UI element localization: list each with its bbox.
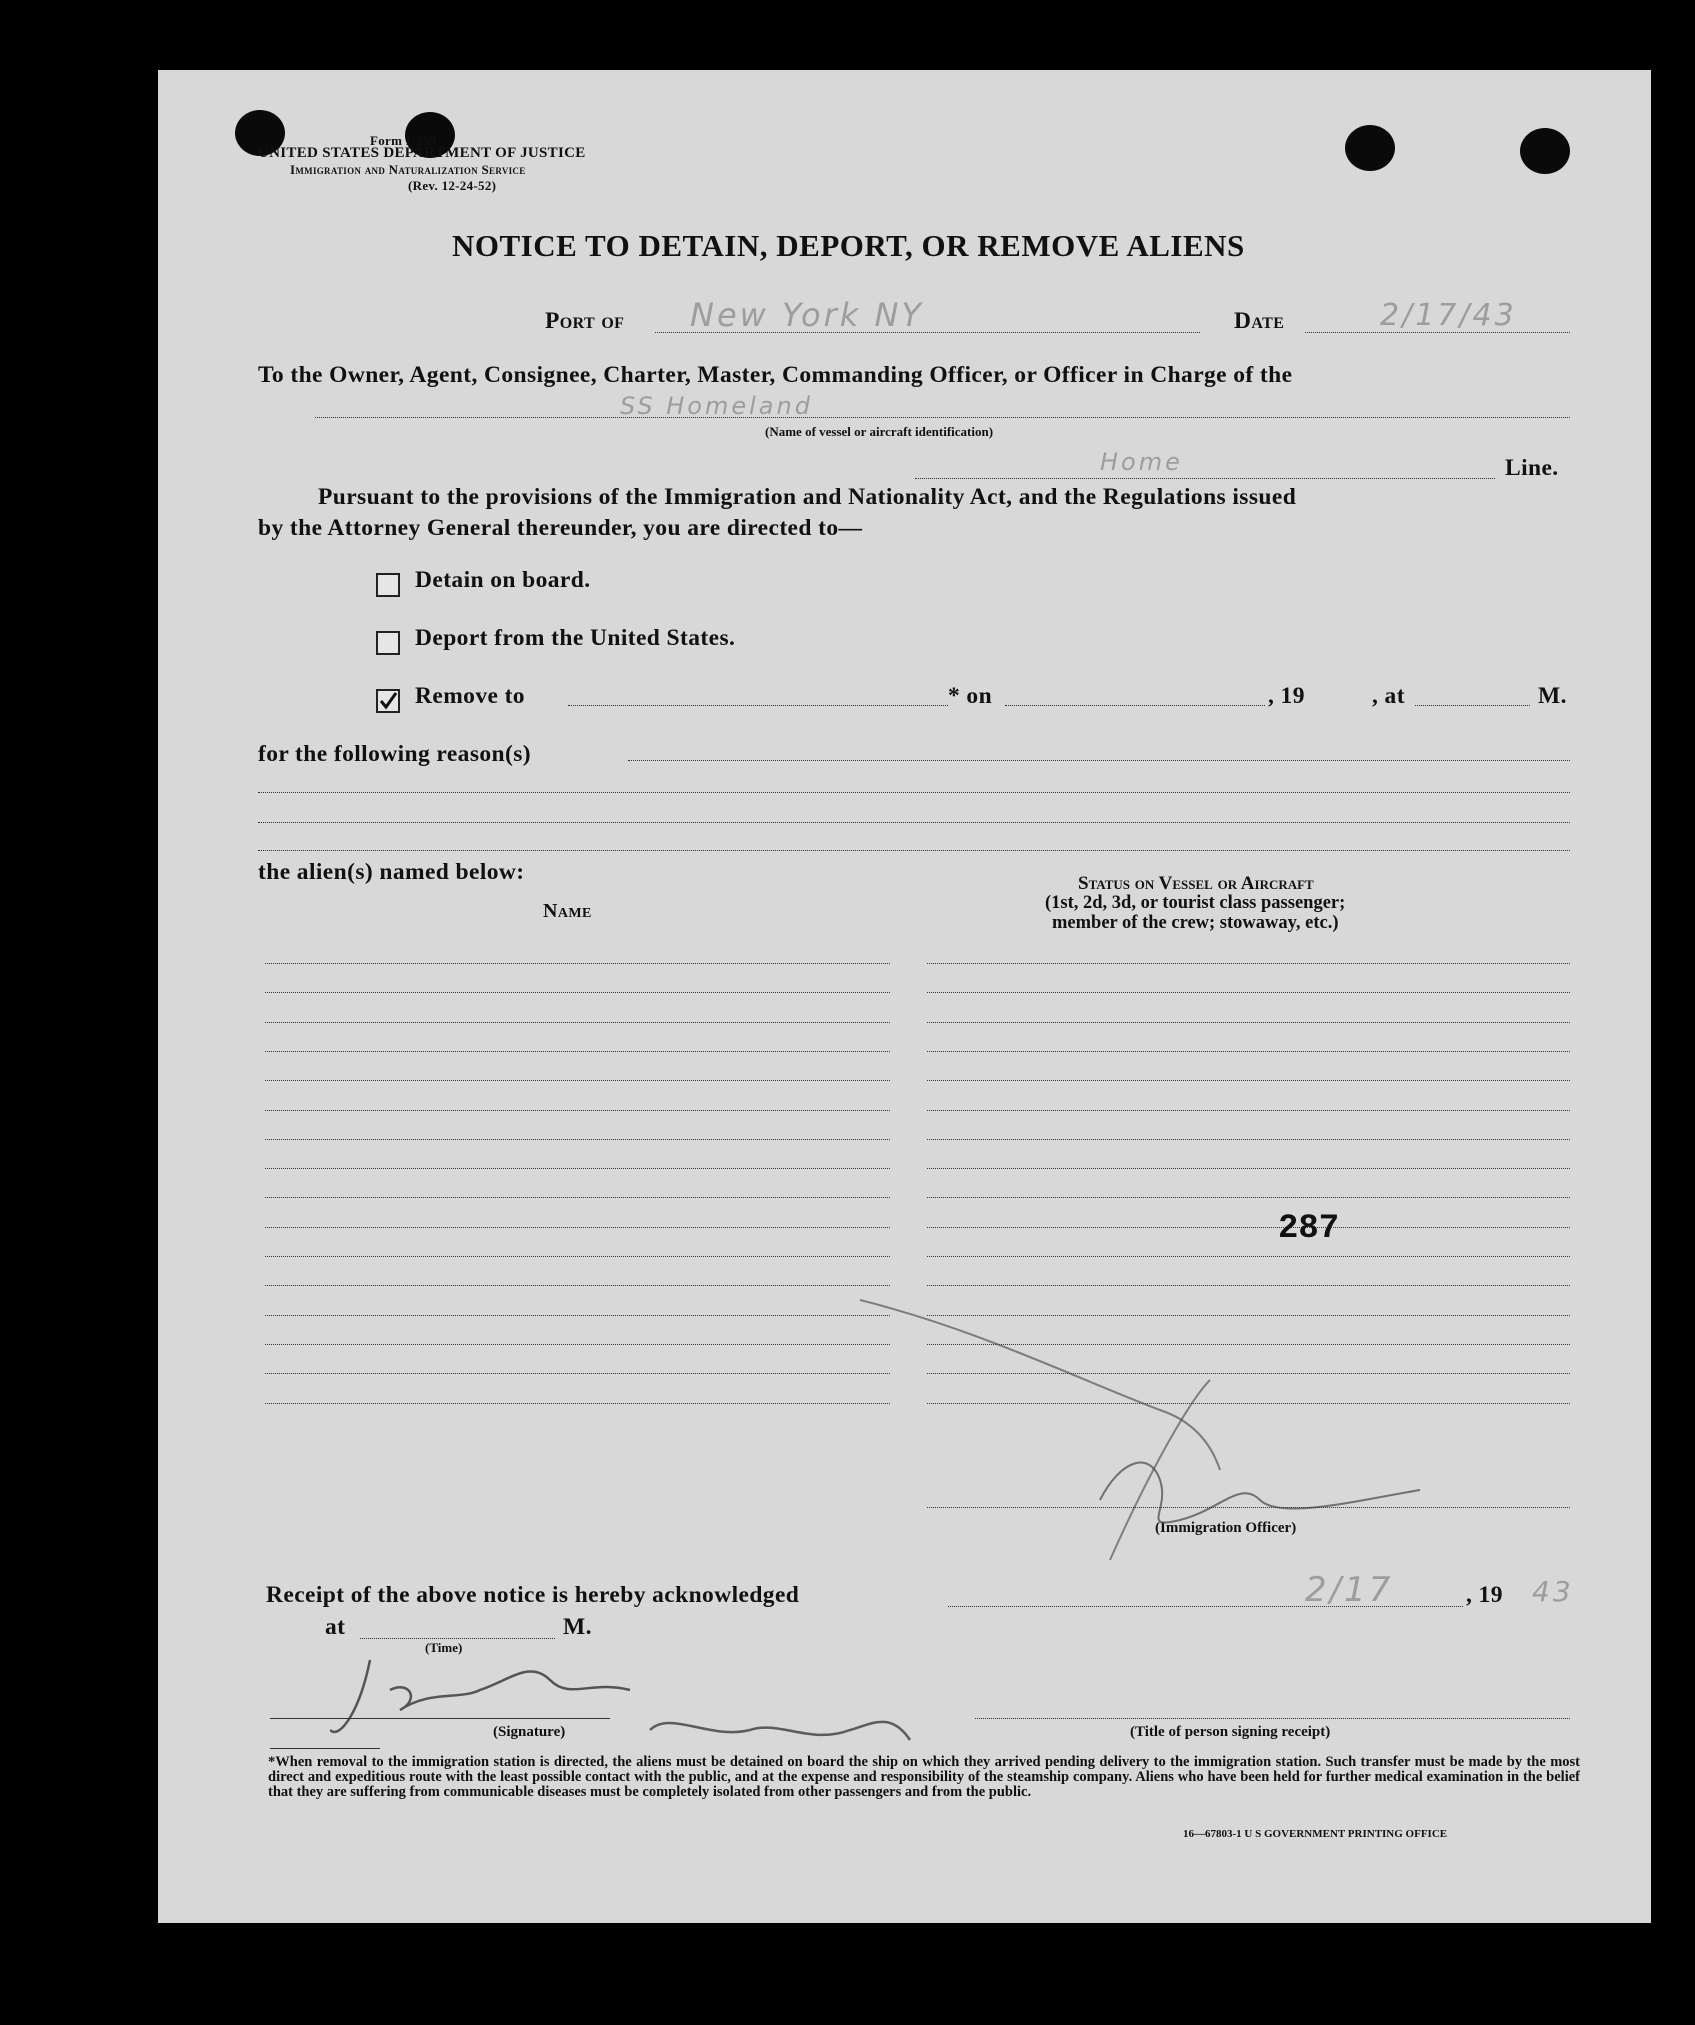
punch-hole [1520,128,1570,174]
remove-checkbox[interactable] [376,689,400,713]
form-page [158,70,1651,1923]
reason-field-4[interactable] [258,850,1570,851]
deport-label: Deport from the United States. [415,625,736,651]
reason-field-2[interactable] [258,792,1570,793]
vessel-value: SS Homeland [620,392,813,420]
addressee-text: To the Owner, Agent, Consignee, Charter, Master, Commanding Officer, or Officer in Charge of the [258,362,1293,388]
punch-hole [1345,125,1395,171]
alien-status-cell[interactable] [927,992,1570,993]
alien-status-cell[interactable] [927,1080,1570,1081]
vessel-caption: (Name of vessel or aircraft identification) [765,424,994,439]
receipt-at-label: at [325,1614,346,1640]
receiver-title-field[interactable] [975,1718,1570,1719]
aliens-label: the alien(s) named below: [258,859,525,885]
reason-field-1[interactable] [628,760,1570,761]
alien-status-cell[interactable] [927,1227,1570,1228]
detain-label: Detain on board. [415,567,591,593]
signature-caption: (Signature) [493,1724,566,1740]
footnote-text: *When removal to the immigration station is directed, the aliens must be detained on board the ship on which they arrived pending delivery to the immigration station. Such transfer must be made by the most direct and expeditious route with the least possible contact with the public, and at the expense and responsibility of the steamship company. Aliens who have been held for further medical examination in the belief that they are suffering from communicable diseases must be completely isolated from other passengers and from the public. [268,1754,1580,1800]
footnote-rule [270,1748,380,1749]
receipt-text: Receipt of the above notice is hereby acknowledged [266,1582,800,1608]
on-label: * on [948,683,993,709]
title-caption: (Title of person signing receipt) [1130,1724,1331,1740]
remove-label: Remove to [415,683,525,709]
alien-name-cell[interactable] [265,992,890,993]
alien-name-cell[interactable] [265,1051,890,1052]
detain-checkbox[interactable] [376,573,400,597]
alien-name-cell[interactable] [265,1256,890,1257]
receiver-signature-field[interactable] [270,1718,610,1719]
check-mark-icon [378,691,398,711]
removal-time-field[interactable] [1415,705,1530,706]
alien-name-cell[interactable] [265,1168,890,1169]
officer-signature-scribble [860,1270,1420,1570]
status-column-note-1: (1st, 2d, 3d, or tourist class passenger; [1045,893,1346,913]
deport-checkbox[interactable] [376,631,400,655]
alien-name-cell[interactable] [265,963,890,964]
service-name: Immigration and Naturalization Service [290,162,526,177]
alien-status-cell[interactable] [927,1022,1570,1023]
year-prefix-label: , 19 [1268,683,1305,709]
alien-status-cell[interactable] [927,1110,1570,1111]
alien-name-cell[interactable] [265,1080,890,1081]
status-column-note-2: member of the crew; stowaway, etc.) [1052,913,1339,933]
printer-mark: 16—67803-1 U S GOVERNMENT PRINTING OFFICE [1183,1828,1448,1840]
line-value: Home [1100,448,1183,476]
agency-name: UNITED STATES DEPARTMENT OF JUSTICE [258,145,586,161]
remove-destination-field[interactable] [568,705,948,706]
receipt-date-value: 2/17 [1305,1570,1394,1610]
date-label: Date [1234,308,1285,334]
alien-status-cell[interactable] [927,1051,1570,1052]
directive-line-1: Pursuant to the provisions of the Immigration and Nationality Act, and the Regulations issued [318,484,1297,510]
line-label: Line. [1505,455,1559,481]
alien-status-cell[interactable] [927,1197,1570,1198]
alien-name-cell[interactable] [265,1197,890,1198]
receipt-year-value: 43 [1532,1575,1574,1608]
port-label: Port of [545,308,625,334]
time-caption: (Time) [425,1640,463,1655]
alien-status-cell[interactable] [927,1139,1570,1140]
form-revision: (Rev. 12-24-52) [408,178,497,193]
directive-line-2: by the Attorney General thereunder, you are directed to— [258,515,863,541]
receipt-year-prefix: , 19 [1466,1582,1503,1608]
alien-name-cell[interactable] [265,1285,890,1286]
reason-label: for the following reason(s) [258,741,531,767]
receiver-signature-scribble [330,1650,950,1760]
alien-name-cell[interactable] [265,1344,890,1345]
reason-field-3[interactable] [258,822,1570,823]
alien-status-cell[interactable] [927,963,1570,964]
alien-name-cell[interactable] [265,1139,890,1140]
vessel-field[interactable] [315,417,1570,418]
at-label: , at [1372,683,1405,709]
officer-caption: (Immigration Officer) [1155,1520,1297,1536]
name-column-header: Name [543,900,592,922]
alien-name-cell[interactable] [265,1110,890,1111]
line-field[interactable] [915,478,1495,479]
alien-name-cell[interactable] [265,1403,890,1404]
alien-name-cell[interactable] [265,1315,890,1316]
port-value: New York NY [690,296,924,334]
form-title: NOTICE TO DETAIN, DEPORT, OR REMOVE ALIENS [452,228,1245,263]
receipt-m-label: M. [563,1614,592,1640]
form-number: Form I-259 [370,133,437,148]
stamp-number: 287 [1278,1210,1340,1248]
status-column-header: Status on Vessel or Aircraft [1078,873,1314,894]
alien-status-cell[interactable] [927,1168,1570,1169]
receipt-time-field[interactable] [360,1638,555,1639]
alien-status-cell[interactable] [927,1256,1570,1257]
date-value: 2/17/43 [1380,298,1517,333]
removal-date-field[interactable] [1005,705,1265,706]
m-label: M. [1538,683,1567,709]
alien-name-cell[interactable] [265,1373,890,1374]
alien-name-cell[interactable] [265,1227,890,1228]
alien-name-cell[interactable] [265,1022,890,1023]
